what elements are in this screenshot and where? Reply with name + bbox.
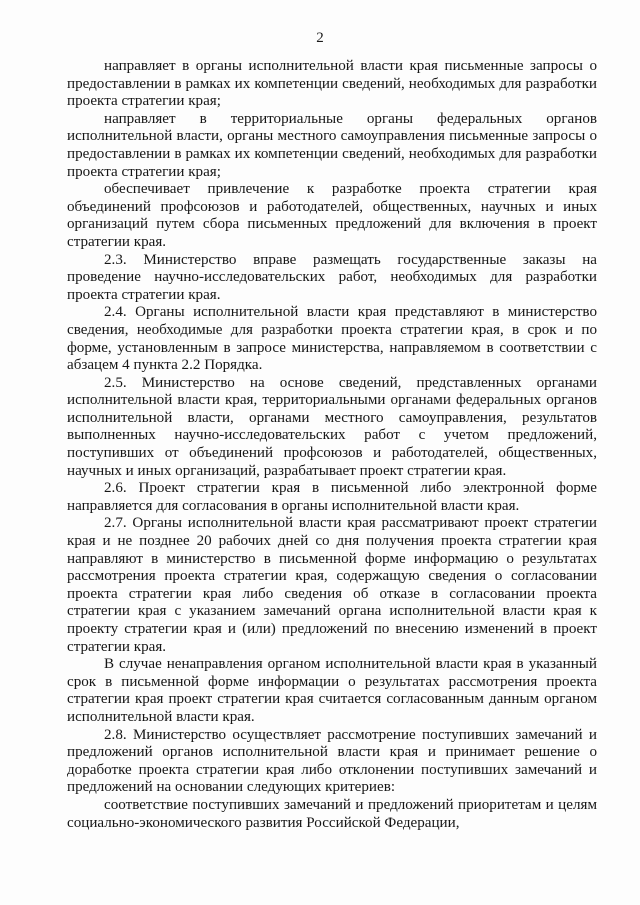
paragraph: 2.3. Министерство вправе размещать государственные заказы на проведение научно-исследовательских работ, необходимых для разработки проекта стратегии края. (67, 251, 597, 303)
paragraph: направляет в органы исполнительной власти края письменные запросы о предоставлении в рамках их компетенции сведений, необходимых для разработки проекта стратегии края; (67, 58, 597, 110)
paragraph: 2.4. Органы исполнительной власти края представляют в министерство сведения, необходимые для разработки проекта стратегии края, в срок и по форме, установленным в запросе министерства, направляемом в соответствии с абзацем 4 пункта 2.2 Порядка. (67, 304, 597, 374)
paragraph: В случае ненаправления органом исполнительной власти края в указанный срок в письменной форме информации о результатах рассмотрения проекта стратегии края проект стратегии края считается согласованным данным органом исполнительной власти края. (67, 656, 597, 725)
page-number: 2 (316, 30, 324, 46)
paragraph: соответствие поступивших замечаний и предложений приоритетам и целям социально-экономического развития Российской Федерации, (67, 796, 597, 831)
paragraph: обеспечивает привлечение к разработке проекта стратегии края объединений профсоюзов и работодателей, общественных, научных и иных организаций путем сбора письменных предложений для включения в проект стратегии края. (67, 181, 597, 250)
document-body (67, 58, 597, 832)
paragraph: 2.7. Органы исполнительной власти края рассматривают проект стратегии края и не позднее 20 рабочих дней со дня получения проекта стратегии края направляют в министерство в письменной форме информацию о результатах рассмотрения проекта стратегии края, содержащую сведения о согласовании проекта стратегии края либо сведения об отказе в согласовании проекта стратегии края с указанием замечаний органа исполнительной власти края к проекту стратегии края и (или) предложений по внесению изменений в проект стратегии края. (67, 515, 597, 655)
paragraph: 2.8. Министерство осуществляет рассмотрение поступивших замечаний и предложений органов исполнительной власти края и принимает решение о доработке проекта стратегии края либо отклонении поступивших замечаний и предложений на основании следующих критериев: (67, 726, 597, 796)
paragraph: 2.6. Проект стратегии края в письменной либо электронной форме направляется для согласования в органы исполнительной власти края. (67, 480, 597, 514)
paragraph: направляет в территориальные органы федеральных органов исполнительной власти, органы местного самоуправления письменные запросы о предоставлении в рамках их компетенции сведений, необходимых для разработки проекта стратегии края; (67, 110, 597, 180)
paragraph: 2.5. Министерство на основе сведений, представленных органами исполнительной власти края, территориальными органами федеральных органов исполнительной власти, органами местного самоуправления, результатов выполненных научно-исследовательских работ с учетом предложений, поступивших от объединений профсоюзов и работодателей, общественных, научных и иных организаций, разрабатывает проект стратегии края. (67, 374, 597, 479)
